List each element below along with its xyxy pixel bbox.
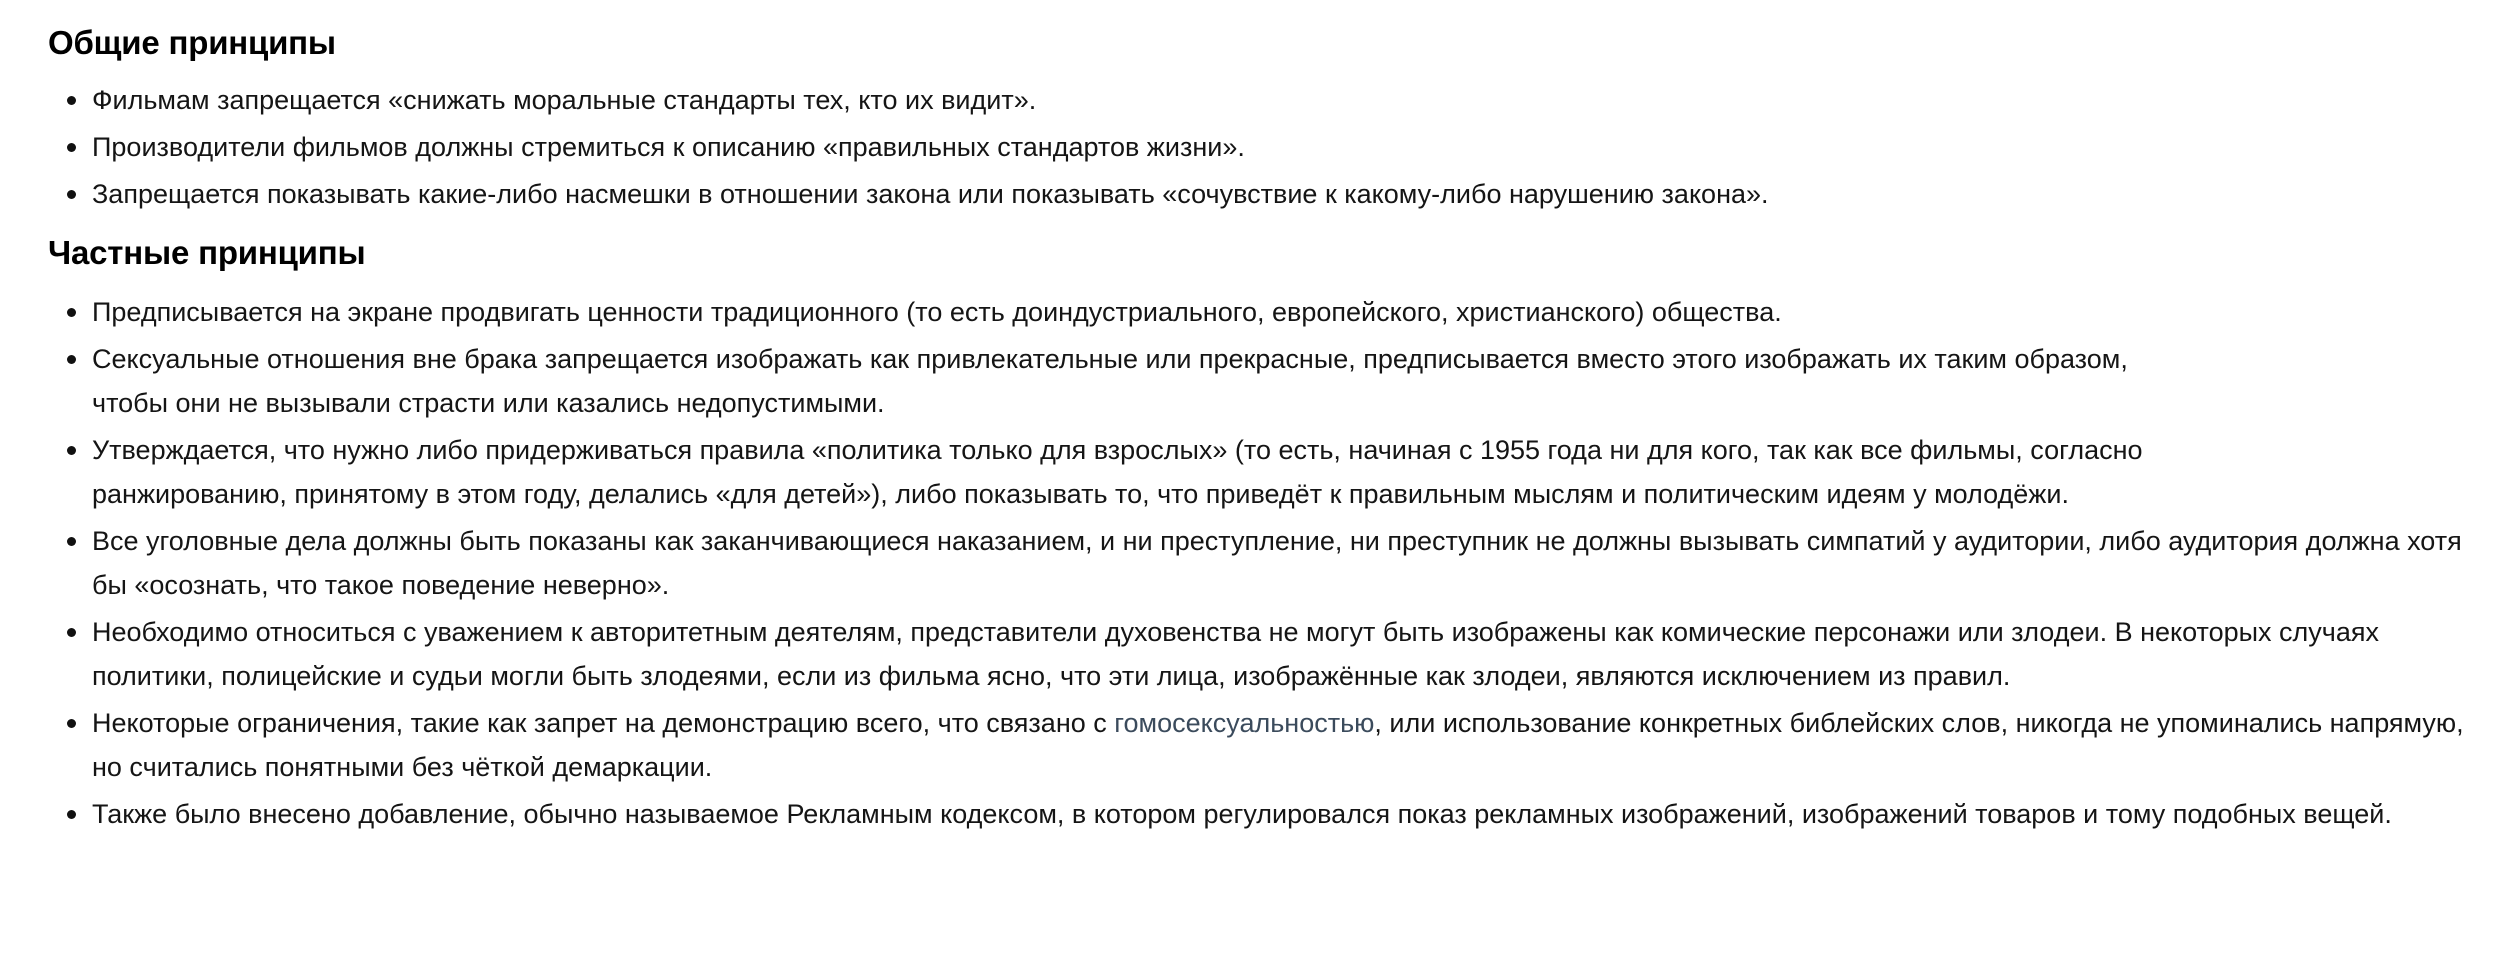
list-item-text-before-link: Некоторые ограничения, такие как запрет на демонстрацию всего, что связано с — [92, 708, 1115, 738]
list-item — [48, 78, 2466, 122]
list-item-text-after-link: , или использование конкретных библейских слов, никогда не упоминались напрямую, но считались понятными без чёткой демаркации. — [92, 708, 2464, 782]
bullet-dot-icon — [67, 190, 76, 199]
list-item-text: Предписывается на экране продвигать ценности традиционного (то есть доиндустриального, европейского, христианского) общества. — [92, 297, 1782, 327]
bullet-dot-icon — [67, 537, 76, 546]
list-item-text: Утверждается, что нужно либо придерживаться правила «политика только для взрослых» (то есть, начиная с 1955 года ни для кого, так как все фильмы, согласно ранжированию, принятому в этом году, делались «для детей»), либо показывать то, что приведёт к правильным мыслям и политическим идеям у молодёжи. — [92, 435, 2143, 509]
bullet-dot-icon — [67, 96, 76, 105]
bullet-dot-icon — [67, 446, 76, 455]
bullet-dot-icon — [67, 810, 76, 819]
list-item-text: Все уголовные дела должны быть показаны как заканчивающиеся наказанием, и ни преступление, ни преступник не должны вызывать симпатий у аудитории, либо аудитория должна хотя бы «осознать, что такое поведение неверно». — [92, 526, 2462, 600]
homosexuality-link[interactable]: гомосексуальностью — [1114, 708, 1375, 738]
bullet-dot-icon — [67, 628, 76, 637]
list-item-text: Производители фильмов должны стремиться к описанию «правильных стандартов жизни». — [92, 132, 1245, 162]
list-item-text: Необходимо относиться с уважением к авторитетным деятелям, представители духовенства не могут быть изображены как комические персонажи или злодеи. В некоторых случаях политики, полицейские и судьи могли быть злодеями, если из фильма ясно, что эти лица, изображённые как злодеи, являются исключением из правил. — [92, 617, 2380, 691]
list-item — [48, 290, 2466, 334]
bullet-dot-icon — [67, 143, 76, 152]
bullet-dot-icon — [67, 719, 76, 728]
list-item-text: Запрещается показывать какие-либо насмешки в отношении закона или показывать «сочувствие к какому-либо нарушению закона». — [92, 179, 1769, 209]
list-item — [48, 428, 2152, 516]
list-item — [48, 337, 2152, 425]
list-item — [48, 172, 2466, 216]
list-item — [48, 701, 2466, 789]
specific-principles-list — [48, 290, 2466, 836]
list-item — [48, 125, 2466, 169]
list-item-text: Также было внесено добавление, обычно называемое Рекламным кодексом, в котором регулировался показ рекламных изображений, изображений товаров и тому подобных вещей. — [92, 799, 2392, 829]
bullet-dot-icon — [67, 308, 76, 317]
list-item — [48, 519, 2466, 607]
list-item-text: Сексуальные отношения вне брака запрещается изображать как привлекательные или прекрасные, предписывается вместо этого изображать их таким образом, чтобы они не вызывали страсти или казались недопустимыми. — [92, 344, 2128, 418]
list-item — [48, 792, 2466, 836]
list-item-text: Фильмам запрещается «снижать моральные стандарты тех, кто их видит». — [92, 85, 1037, 115]
list-item — [48, 610, 2466, 698]
general-principles-list — [48, 78, 2466, 216]
bullet-dot-icon — [67, 355, 76, 364]
section-heading-general-principles: Общие принципы — [48, 24, 336, 61]
section-heading-specific-principles: Частные принципы — [48, 234, 366, 271]
